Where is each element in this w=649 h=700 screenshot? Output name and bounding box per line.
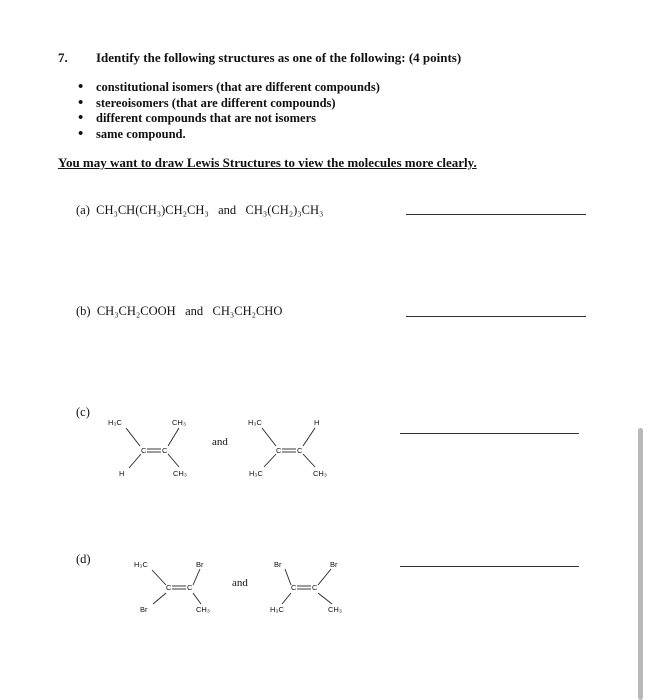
option-item: • same compound. (78, 127, 380, 143)
question-prompt: Identify the following structures as one of the following: (4 points) (96, 50, 462, 65)
c2-top-right-label: H (314, 418, 320, 427)
option-item: • stereoisomers (that are different compounds) (78, 96, 380, 112)
part-a-and: and (218, 203, 237, 217)
part-d-molecule-2 (282, 569, 332, 604)
c1-top-left-label: H₃C (108, 418, 122, 427)
answer-line-d[interactable] (400, 566, 579, 567)
part-a-second-formula: CH₃(CH₂)₃CH₃ (245, 203, 324, 217)
c2-carbon-left: C (276, 446, 282, 455)
c1-carbon-left: C (141, 446, 147, 455)
part-c-molecule-2 (262, 428, 315, 467)
d2-carbon-right: C (312, 583, 318, 592)
part-a-label: (a) (76, 203, 90, 217)
answer-line-c[interactable] (400, 433, 579, 434)
c1-carbon-right: C (162, 446, 168, 455)
part-c-and: and (212, 436, 228, 448)
option-item: • constitutional isomers (that are different compounds) (78, 80, 380, 96)
part-b-label: (b) (76, 304, 91, 318)
part-c-molecule-1 (126, 428, 179, 468)
c1-bottom-right-label: CH₃ (173, 469, 187, 478)
c1-bottom-left-label: H (119, 469, 125, 478)
vertical-scrollbar[interactable] (638, 428, 643, 700)
part-b-second-formula: CH₃CH₂CHO (212, 304, 283, 318)
option-item: • different compounds that are not isomers (78, 111, 380, 127)
part-d-and: and (232, 577, 248, 589)
d2-bottom-right-label: CH₃ (328, 605, 342, 614)
d2-carbon-left: C (291, 583, 297, 592)
lewis-hint: You may want to draw Lewis Structures to view the molecules more clearly. (58, 155, 477, 170)
c2-bottom-right-label: CH₃ (313, 469, 327, 478)
d2-top-left-label: Br (274, 560, 282, 569)
c1-top-right-label: CH₃ (172, 418, 186, 427)
d1-top-left-label: H₃C (134, 560, 148, 569)
d1-bottom-right-label: CH₃ (196, 605, 210, 614)
part-c-label: (c) (76, 405, 90, 419)
part-d-label: (d) (76, 552, 91, 566)
question-number: 7. (58, 50, 68, 65)
d1-bottom-left-label: Br (140, 605, 148, 614)
d2-top-right-label: Br (330, 560, 338, 569)
d2-bottom-left-label: H₃C (270, 605, 284, 614)
part-b-and: and (185, 304, 204, 318)
part-d-molecule-1 (152, 569, 201, 604)
d1-carbon-right: C (187, 583, 193, 592)
part-a-first-formula: CH₃CH(CH₃)CH₂CH₃ (96, 203, 209, 217)
c2-bottom-left-label: H₃C (249, 469, 263, 478)
c2-top-left-label: H₃C (248, 418, 262, 427)
c2-carbon-right: C (297, 446, 303, 455)
d1-top-right-label: Br (196, 560, 204, 569)
d1-carbon-left: C (166, 583, 172, 592)
part-b-first-formula: CH₃CH₂COOH (96, 304, 176, 318)
